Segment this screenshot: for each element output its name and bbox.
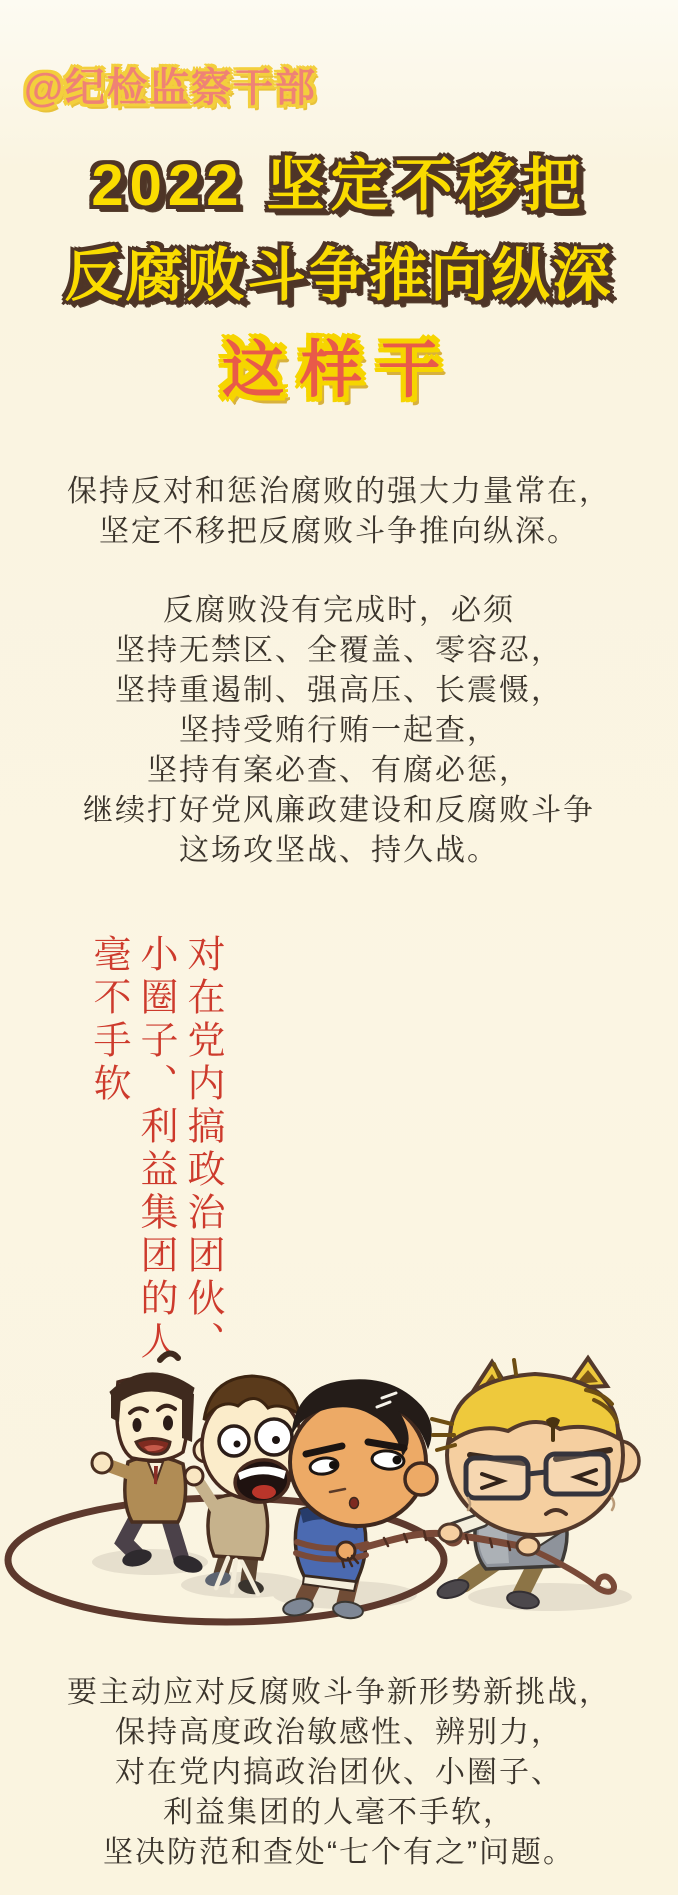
closing-paragraph <box>0 1673 678 1873</box>
headline-line-1: 2022 坚定不移把 <box>91 153 587 218</box>
principle-line: 坚持重遏制、强高压、长震慑， <box>115 674 563 707</box>
principle-line: 反腐败没有完成时，必须 <box>163 594 515 627</box>
intro-paragraph <box>0 472 678 552</box>
principle-line: 坚持无禁区、全覆盖、零容忍， <box>115 634 563 667</box>
principle-line: 这场攻坚战、持久战。 <box>179 834 499 867</box>
principle-line: 坚持有案必查、有腐必惩， <box>147 754 531 787</box>
principle-line: 继续打好党风廉政建设和反腐败斗争 <box>83 794 595 827</box>
principle-line: 坚持受贿行贿一起查， <box>179 714 499 747</box>
worried-man <box>92 1353 205 1575</box>
account-handle: @纪检监察干部 <box>24 66 318 110</box>
intro-line: 坚定不移把反腐败斗争推向纵深。 <box>99 515 579 548</box>
headline-line-3: 这样干 <box>221 336 456 405</box>
vertical-slogan-column-middle: 小圈子、利益集团的人 <box>134 934 176 1364</box>
vertical-slogan-column-left: 毫不手软 <box>87 934 129 1106</box>
tug-of-war-illustration <box>0 1350 678 1680</box>
intro-line: 保持反对和惩治腐败的强大力量常在， <box>67 475 611 508</box>
vertical-slogan <box>84 934 225 1384</box>
headline-line-2: 反腐败斗争推向纵深 <box>64 243 614 308</box>
closing-line: 保持高度政治敏感性、辨别力， <box>115 1716 563 1749</box>
closing-line: 要主动应对反腐败斗争新形势新挑战， <box>67 1676 611 1709</box>
cat-hood-inspector <box>432 1358 639 1611</box>
closing-line: 对在党内搞政治团伙、小圈子、 <box>115 1756 563 1789</box>
principles-paragraph <box>0 591 678 871</box>
vertical-slogan-column-right: 对在党内搞政治团伙、 <box>181 934 223 1364</box>
closing-line: 利益集团的人毫不手软， <box>163 1796 515 1829</box>
closing-line: 坚决防范和查处“七个有之”问题。 <box>103 1836 575 1869</box>
